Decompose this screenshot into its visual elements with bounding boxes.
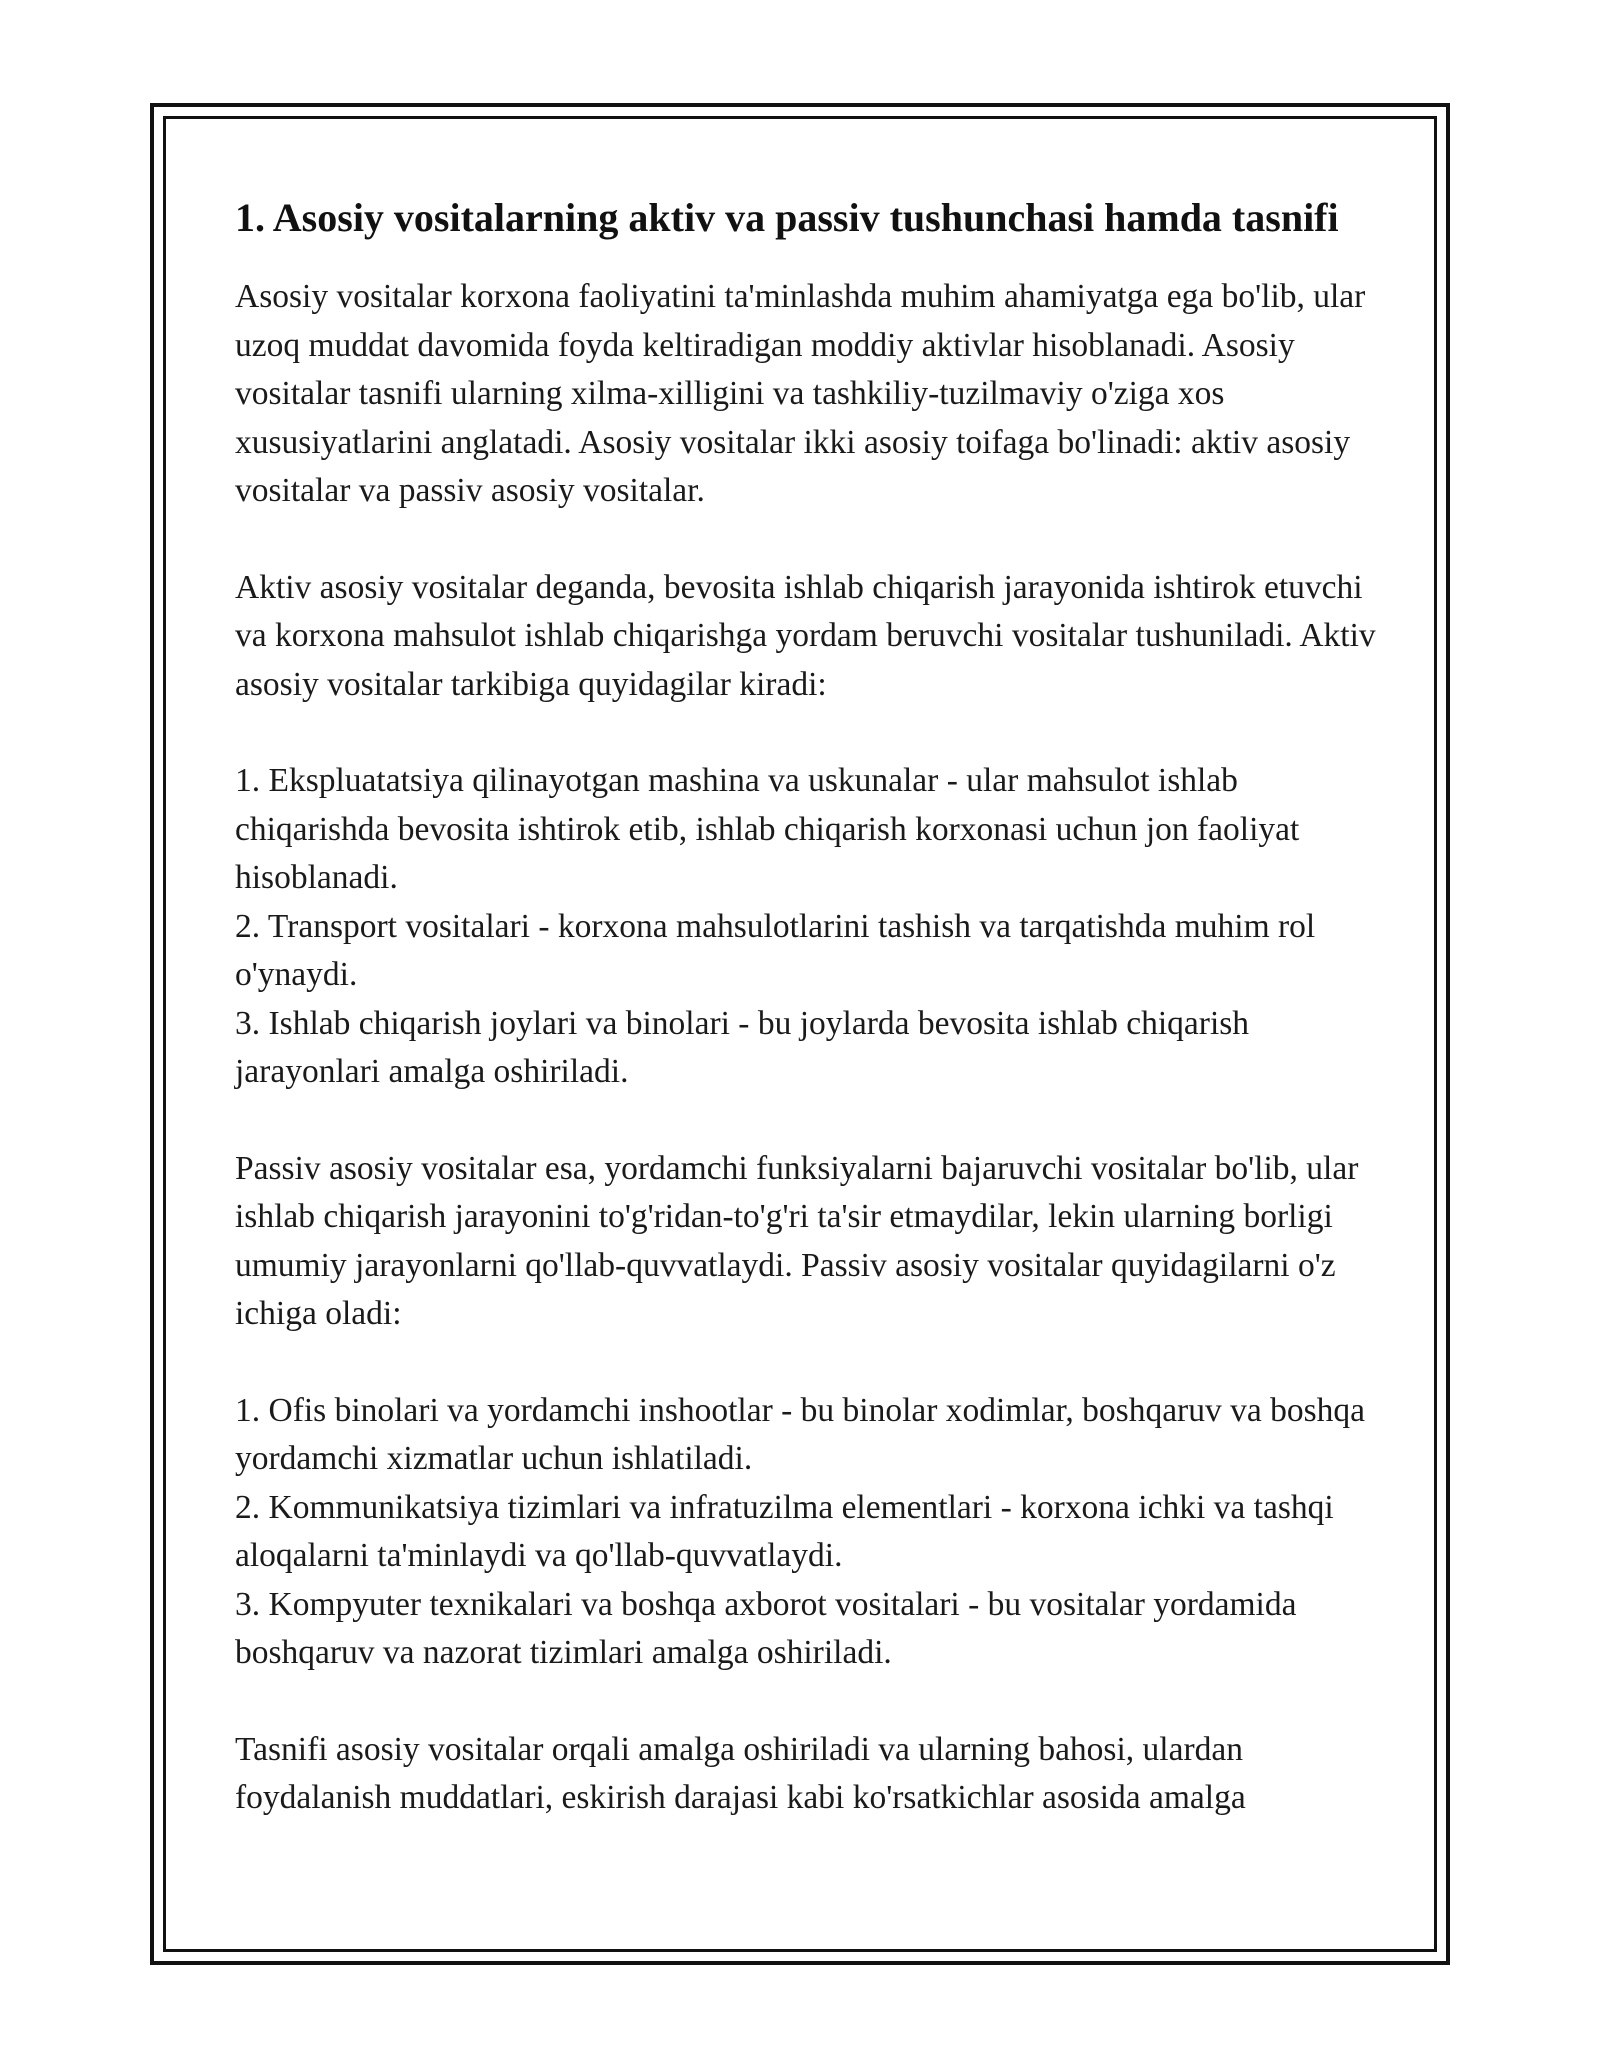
list-item: 2. Transport vositalari - korxona mahsulotlarini tashish va tarqatishda muhim rol o'ynaydi. bbox=[235, 907, 1316, 993]
document-body bbox=[235, 190, 1385, 1823]
section-title: 1. Asosiy vositalarning aktiv va passiv tushunchasi hamda tasnifi bbox=[235, 195, 1339, 240]
paragraph-gap bbox=[235, 709, 1385, 757]
paragraph-gap bbox=[235, 1097, 1385, 1145]
paragraph-gap bbox=[235, 1339, 1385, 1387]
active-assets-paragraph: Aktiv asosiy vositalar deganda, bevosita ishlab chiqarish jarayonida ishtirok etuvchi va korxona mahsulot ishlab chiqarishga yordam beruvchi vositalar tushuniladi. Aktiv asosiy vositalar tarkibiga quyidagilar kiradi: bbox=[235, 568, 1376, 703]
passive-assets-paragraph: Passiv asosiy vositalar esa, yordamchi funksiyalarni bajaruvchi vositalar bo'lib, ular ishlab chiqarish jarayonini to'g'ridan-to'g'ri ta'sir etmaydilar, lekin ularning borligi umumiy jarayonlarni qo'llab-quvvatlaydi. Passiv asosiy vositalar quyidagilarni o'z ichiga oladi: bbox=[235, 1149, 1359, 1332]
list-item: 1. Ekspluatatsiya qilinayotgan mashina va uskunalar - ular mahsulot ishlab chiqarishda bevosita ishtirok etib, ishlab chiqarish korxonasi uchun jon faoliyat hisoblanadi. bbox=[235, 762, 1300, 896]
intro-paragraph: Asosiy vositalar korxona faoliyatini ta'minlashda muhim ahamiyatga ega bo'lib, ular uzoq muddat davomida foyda keltiradigan moddiy aktivlar hisoblanadi. Asosiy vositalar tasnifi ularning xilma-xilligini va tashkiliy-tuzilmaviy o'ziga xos xususiyatlarini anglatadi. Asosiy vositalar ikki asosiy toifaga bo'linadi: aktiv asosiy vositalar va passiv asosiy vositalar. bbox=[235, 278, 1366, 509]
list-item: 2. Kommunikatsiya tizimlari va infratuzilma elementlari - korxona ichki va tashqi aloqalarni ta'minlaydi va qo'llab-quvvatlaydi. bbox=[235, 1488, 1334, 1574]
passive-assets-list bbox=[235, 1387, 1385, 1678]
list-item: 1. Ofis binolari va yordamchi inshootlar - bu binolar xodimlar, boshqaruv va boshqa yordamchi xizmatlar uchun ishlatiladi. bbox=[235, 1391, 1365, 1477]
conclusion-paragraph: Tasnifi asosiy vositalar orqali amalga oshiriladi va ularning bahosi, ulardan foydalanish muddatlari, eskirish darajasi kabi ko'rsatkichlar asosida amalga bbox=[235, 1730, 1246, 1816]
paragraph-gap bbox=[235, 516, 1385, 564]
paragraph-gap bbox=[235, 1678, 1385, 1726]
active-assets-list bbox=[235, 757, 1385, 1097]
list-item: 3. Ishlab chiqarish joylari va binolari - bu joylarda bevosita ishlab chiqarish jarayonlari amalga oshiriladi. bbox=[235, 1004, 1250, 1090]
list-item: 3. Kompyuter texnikalari va boshqa axborot vositalari - bu vositalar yordamida boshqaruv va nazorat tizimlari amalga oshiriladi. bbox=[235, 1585, 1297, 1671]
